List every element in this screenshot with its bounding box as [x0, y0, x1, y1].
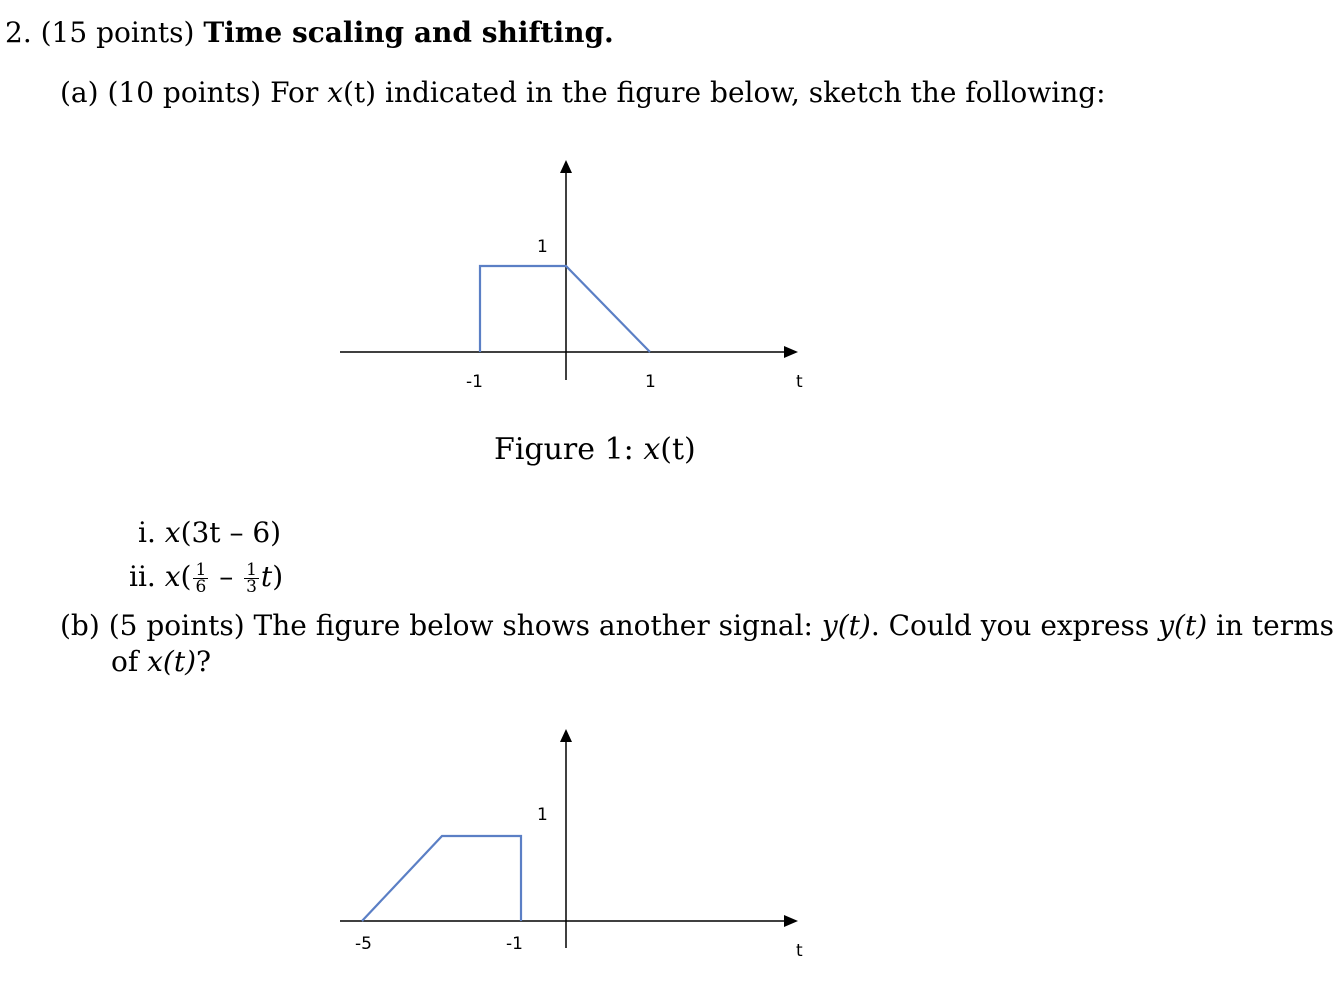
- part-a-text-after: indicated in the figure below, sketch the following:: [385, 76, 1106, 109]
- item-ii-frac-1-num: 1: [195, 560, 207, 580]
- part-b-text-1: The figure below shows another signal:: [253, 609, 813, 642]
- problem-title: Time scaling and shifting.: [203, 16, 614, 49]
- item-i-expr: (3t – 6): [180, 516, 282, 549]
- problem-points: (15 points): [40, 16, 195, 49]
- fig2-tick-b-label: -1: [506, 934, 523, 954]
- item-ii: [129, 560, 283, 595]
- item-ii-frac-2-den: 3: [246, 577, 257, 597]
- item-i: [138, 516, 281, 550]
- part-a-points: (10 points): [107, 76, 262, 109]
- fig2-tick-a-label: -5: [355, 934, 372, 954]
- item-ii-minus: –: [219, 560, 234, 593]
- fig2-signal-trace: [362, 836, 521, 921]
- item-ii-label: ii.: [129, 560, 156, 593]
- fig1-signal-trace: [480, 266, 650, 352]
- fig1-t-axis-label: t: [796, 372, 803, 392]
- part-b-line-1: [60, 609, 1334, 643]
- part-b-line2-suffix: ?: [196, 645, 212, 678]
- problem-number: 2.: [5, 16, 32, 49]
- fig1-caption-arg: (t): [660, 432, 696, 467]
- item-ii-frac-2: [244, 562, 259, 595]
- fig1-caption-prefix: Figure 1:: [494, 432, 634, 467]
- fig2-height-label: 1: [537, 805, 548, 825]
- fig1-tick-pos-label: 1: [645, 372, 656, 392]
- fig1-y-axis-arrow: [560, 160, 572, 173]
- part-b-line2-prefix: of: [111, 645, 139, 678]
- item-i-signal: x: [164, 516, 181, 549]
- part-b-signal-y-1: y(t): [821, 609, 871, 642]
- part-b-signal-y-2: y(t): [1158, 609, 1208, 642]
- part-a-arg: (t): [342, 76, 377, 109]
- part-b-signal-x: x(t): [147, 645, 197, 678]
- item-i-label: i.: [138, 516, 156, 549]
- item-ii-open: (: [180, 560, 192, 593]
- fig1-tick-neg-label: -1: [466, 372, 483, 392]
- part-a-signal: x: [327, 76, 343, 109]
- part-b-label: (b): [60, 609, 100, 642]
- item-ii-frac-2-num: 1: [246, 560, 257, 580]
- item-ii-signal: x: [164, 560, 181, 593]
- fig2-y-axis-arrow: [560, 729, 572, 742]
- part-a-label: (a): [60, 76, 99, 109]
- fig1-caption-signal: x: [643, 432, 661, 467]
- fig1-height-label: 1: [537, 237, 548, 257]
- fig2-t-axis-arrow: [784, 915, 798, 927]
- part-b-points: (5 points): [108, 609, 245, 642]
- fig1-t-axis-arrow: [784, 346, 798, 358]
- part-a-text-before: For: [270, 76, 319, 109]
- part-b-text-3: in terms: [1216, 609, 1334, 642]
- part-b-text-2: . Could you express: [870, 609, 1150, 642]
- part-b-line-2: [111, 645, 211, 679]
- figure-1-caption: [494, 432, 696, 467]
- item-ii-frac-1: [193, 562, 208, 595]
- item-ii-frac-1-den: 6: [195, 577, 207, 597]
- item-ii-close: ): [272, 560, 284, 593]
- item-ii-var: t: [260, 560, 273, 593]
- fig2-t-axis-label: t: [796, 941, 803, 961]
